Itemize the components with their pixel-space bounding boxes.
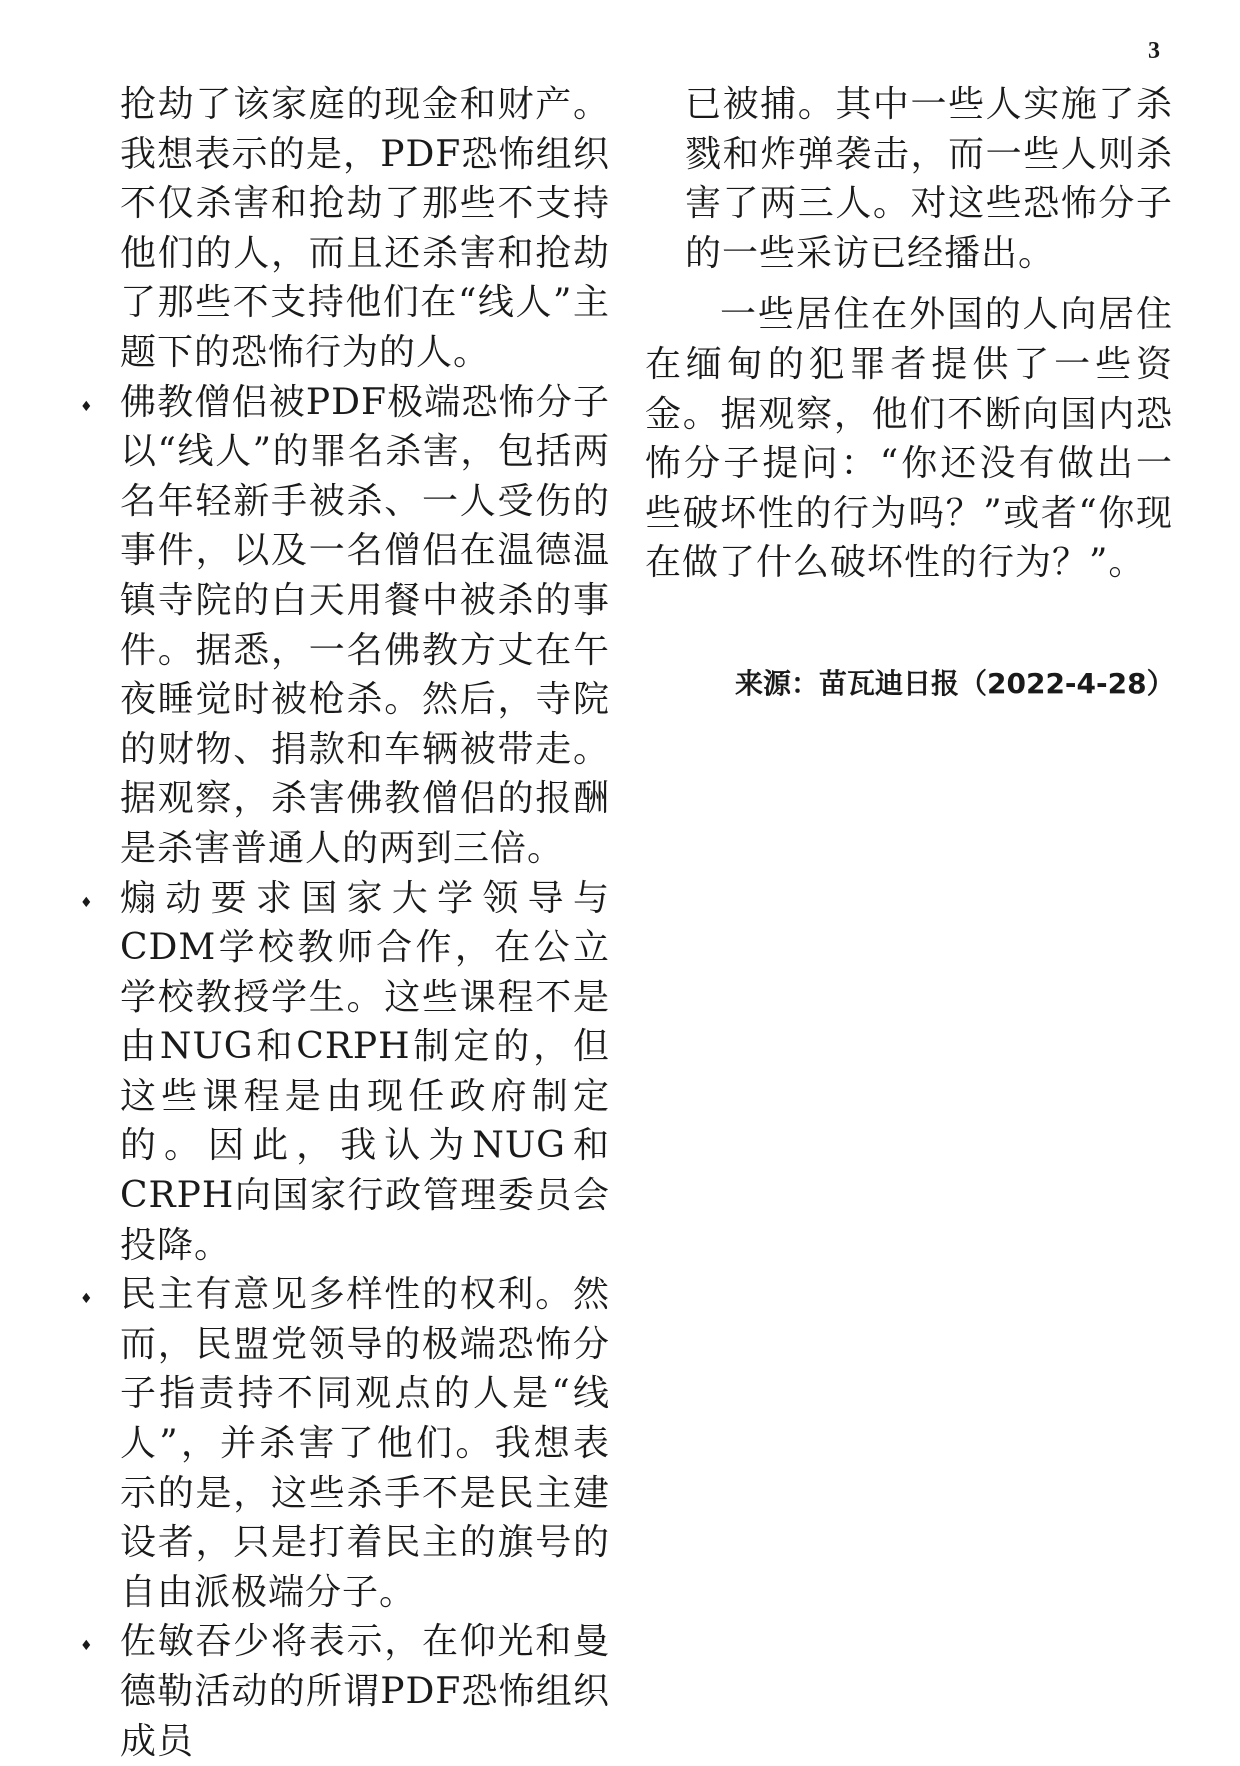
left-column [70, 80, 610, 1766]
page-number: 3 [1148, 38, 1160, 64]
list-item [70, 1617, 610, 1766]
continuation-paragraph: 已被捕。其中一些人实施了杀戮和炸弹袭击，而一些人则杀害了两三人。对这些恐怖分子的一些采访已经播出。 [685, 84, 1173, 274]
continuation-paragraph: 抢劫了该家庭的现金和财产。我想表示的是，PDF恐怖组织不仅杀害和抢劫了那些不支持他们的人，而且还杀害和抢劫了那些不支持他们在“线人”主题下的恐怖行为的人。 [120, 84, 610, 373]
list-item [70, 378, 610, 874]
list-item [70, 874, 610, 1271]
list-item-text: 佐敏吞少将表示，在仰光和曼德勒活动的所谓PDF恐怖组织成员 [120, 1621, 610, 1762]
source-citation: 来源：苗瓦迪日报（2022-4-28） [735, 666, 1175, 700]
right-column [645, 80, 1173, 702]
list-item-text: 民主有意见多样性的权利。然而，民盟党领导的极端恐怖分子指责持不同观点的人是“线人”，并杀害了他们。我想表示的是，这些杀手不是民主建设者，只是打着民主的旗号的自由派极端分子。 [120, 1274, 610, 1613]
list-item [70, 1270, 610, 1617]
diamond-bullet-icon: ♦ [80, 894, 93, 911]
list-item-text: 煽动要求国家大学领导与CDM学校教师合作，在公立学校教授学生。这些课程不是由NUG和CRPH制定的，但这些课程是由现任政府制定的。因此，我认为NUG和CRPH向国家行政管理委员会投降。 [120, 877, 610, 1266]
diamond-bullet-icon: ♦ [80, 1291, 93, 1308]
body-paragraph: 一些居住在外国的人向居住在缅甸的犯罪者提供了一些资金。据观察，他们不断向国内恐怖分子提问：“你还没有做出一些破坏性的行为吗？”或者“你现在做了什么破坏性的行为？”。 [645, 294, 1173, 584]
diamond-bullet-icon: ♦ [80, 398, 93, 415]
list-item-text: 佛教僧侣被PDF极端恐怖分子以“线人”的罪名杀害，包括两名年轻新手被杀、一人受伤的事件，以及一名僧侣在温德温镇寺院的白天用餐中被杀的事件。据悉，一名佛教方丈在午夜睡觉时被枪杀。然后，寺院的财物、捐款和车辆被带走。据观察，杀害佛教僧侣的报酬是杀害普通人的两到三倍。 [120, 381, 610, 869]
diamond-bullet-icon: ♦ [80, 1638, 93, 1655]
